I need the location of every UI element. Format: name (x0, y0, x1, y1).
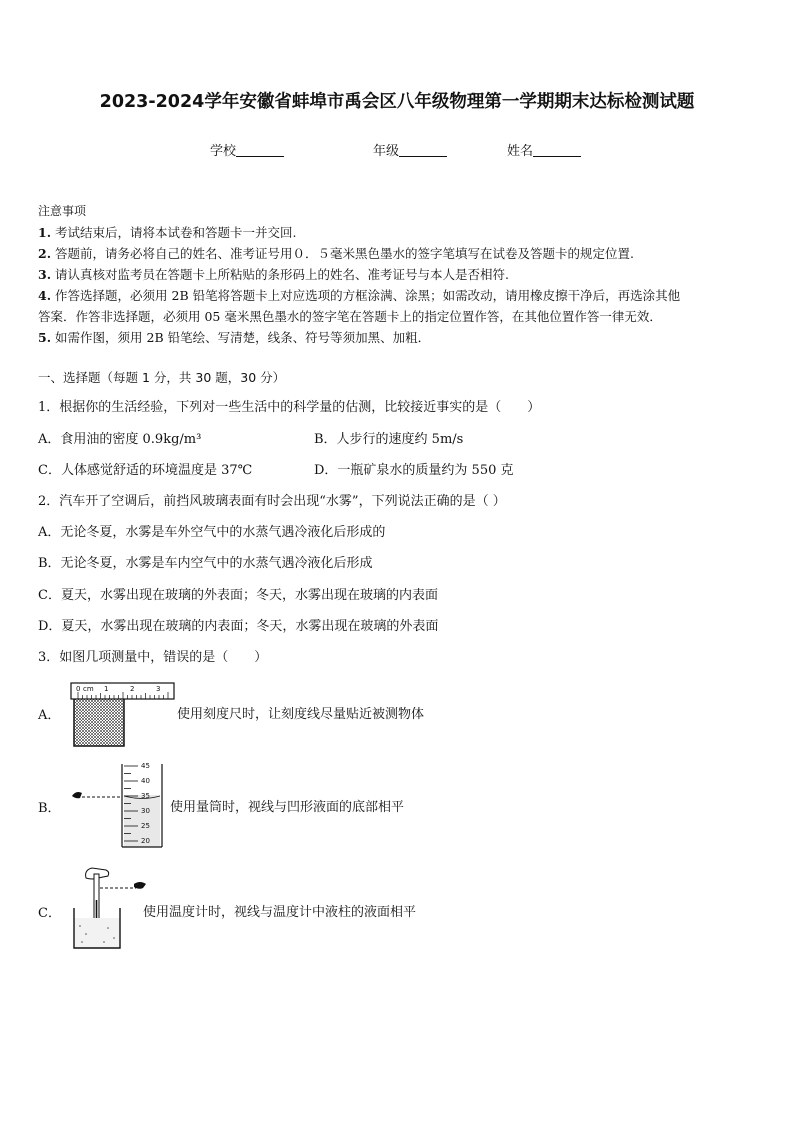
grade-field (373, 140, 447, 159)
school-blank (236, 144, 284, 157)
question-3-stem: 3．如图几项测量中，错误的是（ ） (38, 650, 268, 665)
grade-label: 年级 (373, 144, 400, 159)
ruler-tick-label: 0 (76, 685, 81, 693)
notice-item: 1. 考试结束后，请将本试卷和答题卡一并交回. (38, 225, 297, 240)
cylinder-tick-label: 25 (141, 822, 150, 830)
ruler-figure (70, 682, 176, 748)
ruler-tick-label: 1 (104, 685, 109, 693)
graduated-cylinder-figure (64, 756, 170, 848)
question-3-option-c-text: 使用温度计时，视线与温度计中液柱的液面相平 (143, 905, 417, 920)
question-2-option-d: D．夏天，水雾出现在玻璃的内表面；冬天，水雾出现在玻璃的外表面 (38, 619, 439, 634)
cylinder-tick-label: 35 (141, 792, 150, 800)
question-1-stem: 1．根据你的生活经验，下列对一些生活中的科学量的估测，比较接近事实的是（ ） (38, 400, 541, 415)
question-1-option-c: C．人体感觉舒适的环境温度是 37℃ (38, 463, 253, 478)
notice-item: 3. 请认真核对监考员在答题卡上所粘贴的条形码上的姓名、准考证号与本人是否相符. (38, 267, 510, 282)
notice-item: 5. 如需作图，须用 2B 铅笔绘、写清楚，线条、符号等须加黑、加粗． (38, 330, 431, 345)
notice-item-continued: 答案．作答非选择题，必须用 05 毫米黑色墨水的签字笔在答题卡上的指定位置作答，在其他位置作答一律无效． (38, 309, 662, 324)
question-2-option-b: B．无论冬夏，水雾是车内空气中的水蒸气遇冷液化后形成 (38, 556, 373, 571)
question-2-option-a: A．无论冬夏，水雾是车外空气中的水蒸气遇冷液化后形成的 (38, 525, 386, 540)
cylinder-tick-label: 40 (141, 777, 150, 785)
question-3-option-b-text: 使用量筒时，视线与凹形液面的底部相平 (170, 800, 405, 815)
cylinder-tick-label: 20 (141, 837, 150, 845)
question-2-stem: 2．汽车开了空调后，前挡风玻璃表面有时会出现“水雾”，下列说法正确的是（ ） (38, 494, 506, 509)
cylinder-tick-label: 30 (141, 807, 150, 815)
question-3-option-a-label: A． (38, 708, 61, 723)
question-3-option-b-label: B． (38, 801, 61, 816)
measured-block (74, 698, 124, 746)
school-label: 学校 (210, 144, 237, 159)
school-field (210, 140, 284, 159)
eye-icon (134, 882, 146, 889)
notice-item: 4. 作答选择题，必须用 2B 铅笔将答题卡上对应选项的方框涂满、涂黑；如需改动，请用橡皮擦干净后，再选涂其他 (38, 288, 681, 303)
name-field (507, 140, 581, 159)
notice-heading: 注意事项 (38, 204, 87, 218)
page-title: 2023-2024学年安徽省蚌埠市禹会区八年级物理第一学期期末达标检测试题 (99, 92, 695, 112)
thermometer-figure (64, 864, 148, 952)
section-heading: 一、选择题（每题 1 分，共 30 题，30 分） (38, 370, 286, 385)
question-3-option-a-text: 使用刻度尺时，让刻度线尽量贴近被测物体 (177, 707, 425, 722)
cylinder-tick-label: 45 (141, 762, 150, 770)
question-2-option-c: C．夏天，水雾出现在玻璃的外表面；冬天，水雾出现在玻璃的内表面 (38, 588, 438, 603)
question-1-option-d: D．一瓶矿泉水的质量约为 550 克 (314, 463, 514, 478)
beaker-liquid (74, 918, 120, 948)
question-3-option-c-label: C． (38, 906, 61, 921)
ruler-tick-label: 3 (156, 685, 161, 693)
eye-icon (72, 792, 82, 798)
name-blank (533, 144, 581, 157)
question-1-option-a: A．食用油的密度 0.9kg/m³ (38, 432, 202, 447)
grade-blank (399, 144, 447, 157)
notice-section (38, 201, 680, 348)
ruler-unit-label: cm (83, 685, 94, 693)
ruler-tick-label: 2 (130, 685, 135, 693)
question-1-option-b: B．人步行的速度约 5m/s (314, 432, 464, 447)
name-label: 姓名 (507, 144, 534, 159)
notice-item: 2. 答题前，请务必将自己的姓名、准考证号用０．５毫米黑色墨水的签字笔填写在试卷及答题卡的规定位置. (38, 246, 635, 261)
